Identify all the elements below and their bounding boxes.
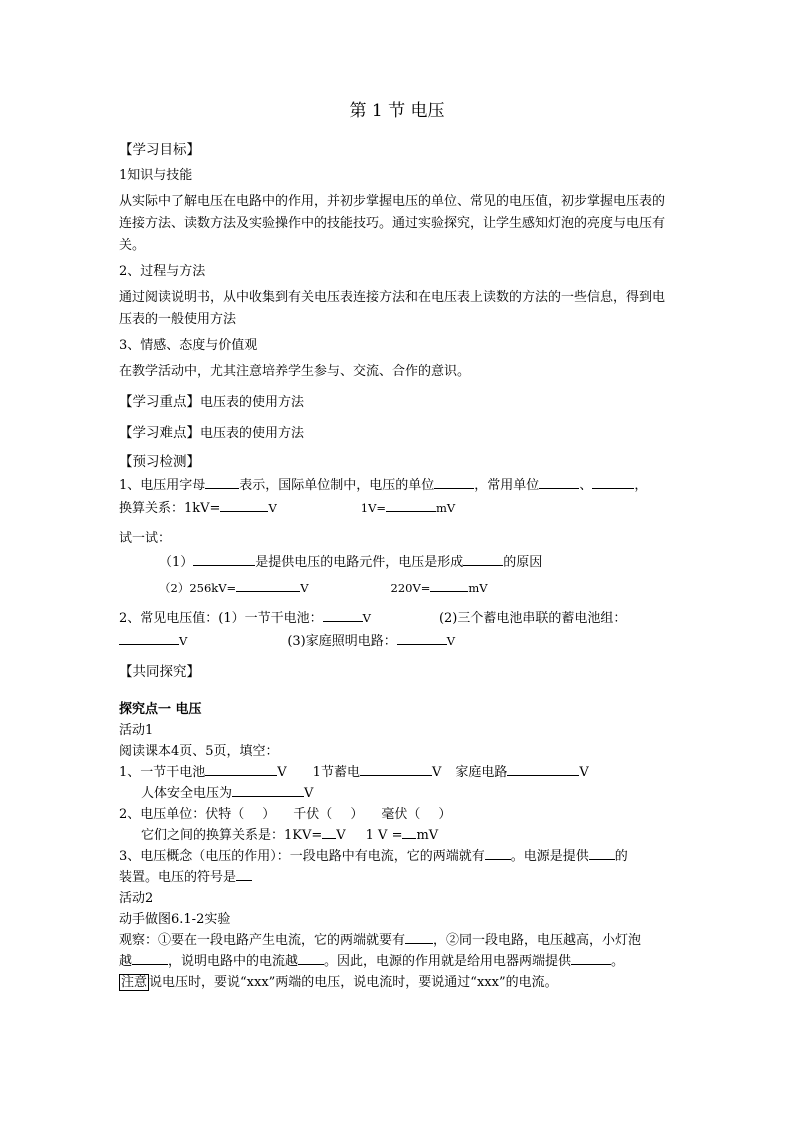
blank[interactable] <box>434 475 474 489</box>
key-point-label: 【学习重点】 <box>119 394 200 410</box>
blank[interactable] <box>405 930 433 944</box>
blank[interactable] <box>232 783 304 797</box>
blank[interactable] <box>236 867 252 881</box>
blank[interactable] <box>193 552 255 566</box>
observation-line2: 越 ，说明电路中的电流越 。因此，电源的作用就是给用电器两端提供 。 <box>119 951 675 972</box>
difficulty-text: 电压表的使用方法 <box>200 426 305 441</box>
blank[interactable] <box>298 951 324 965</box>
note-line <box>119 972 675 993</box>
activity1-line2: 2、电压单位：伏特（ ） 千伏（ ） 毫伏（ ） <box>119 807 452 822</box>
difficulty <box>119 422 675 445</box>
key-point-text: 电压表的使用方法 <box>200 395 305 410</box>
preview-q2-line1: 2、常见电压值：(1）一节干电池： V (2)三个蓄电池串联的蓄电池组： <box>119 607 675 630</box>
page-title: 第 1 节 电压 <box>349 101 445 121</box>
experiment-instruction: 动手做图6.1-2实验 <box>119 912 231 927</box>
activity1-line2b: 它们之间的换算关系是：1KV= V 1 V = mV <box>119 825 675 846</box>
key-point <box>119 391 675 414</box>
blank[interactable] <box>323 608 363 622</box>
explore-point-1: 探究点一 电压 <box>119 702 202 717</box>
activity-1-label: 活动1 <box>119 723 154 738</box>
blank[interactable] <box>592 475 634 489</box>
note-box: 注意 <box>121 975 148 990</box>
preview-heading: 【预习检测】 <box>119 454 200 470</box>
blank[interactable] <box>463 552 503 566</box>
objective-3-text: 在教学活动中，尤其注意培养学生参与、交流、合作的意识。 <box>119 364 471 379</box>
blank[interactable] <box>360 762 432 776</box>
objectives-heading: 【学习目标】 <box>119 142 200 158</box>
note-text: 说电压时，要说“xxx”两端的电压，说电流时，要说通过“xxx”的电流。 <box>149 975 558 990</box>
blank[interactable] <box>322 825 336 839</box>
objective-2-text: 通过阅读说明书，从中收集到有关电压表连接方法和在电压表上读数的方法的一些信息，得到电压表的一般使用方法 <box>119 290 666 327</box>
reading-instruction: 阅读课本4页、5页，填空： <box>119 744 279 759</box>
blank[interactable] <box>539 475 579 489</box>
blank[interactable] <box>402 825 416 839</box>
preview-q1-line1: 1、电压用字母 表示，国际单位制中，电压的单位 ，常用单位 、 ， <box>119 475 675 497</box>
blank[interactable] <box>132 951 168 965</box>
blank[interactable] <box>589 846 615 860</box>
blank[interactable] <box>236 578 300 592</box>
observation-line1: 观察：①要在一段电路产生电流，它的两端就要有 ，②同一段电路，电压越高，小灯泡 <box>119 930 675 951</box>
objective-2-title: 2、过程与方法 <box>119 264 206 279</box>
try-label: 试一试： <box>119 531 172 546</box>
activity1-line3: 3、电压概念（电压的作用）：一段电路中有电流，它的两端就有 。电源是提供 的 <box>119 846 675 867</box>
difficulty-label: 【学习难点】 <box>119 425 200 441</box>
blank[interactable] <box>386 498 436 512</box>
activity1-line1: 1、一节干电池 V 1节蓄电 V 家庭电路 V <box>119 762 675 783</box>
preview-q1-line2: 换算关系：1kV= V 1V= mV <box>119 497 675 520</box>
blank[interactable] <box>507 762 579 776</box>
blank[interactable] <box>485 846 511 860</box>
objective-1-text: 从实际中了解电压在电路中的作用，并初步掌握电压的单位、常见的电压值，初步掌握电压表的连接方法、读数方法及实验操作中的技能技巧。通过实验探究，让学生感知灯泡的亮度与电压有关。 <box>119 194 666 253</box>
blank[interactable] <box>571 951 611 965</box>
document-page <box>119 100 675 993</box>
activity-2-label: 活动2 <box>119 891 154 906</box>
objective-1-title: 1知识与技能 <box>119 168 193 183</box>
blank[interactable] <box>397 631 447 645</box>
explore-heading: 【共同探究】 <box>119 664 200 680</box>
try-item-1: （1） 是提供电压的电路元件，电压是形成 的原因 <box>119 552 675 574</box>
blank[interactable] <box>205 762 277 776</box>
preview-q2-line2: V (3)家庭照明电路： V <box>119 630 675 653</box>
activity1-line3b: 装置。电压的符号是 <box>119 867 675 888</box>
try-item-2: （2）256kV= V 220V= mV <box>119 577 675 599</box>
objective-3-title: 3、情感、态度与价值观 <box>119 338 258 353</box>
activity1-line1b: 人体安全电压为 V <box>119 783 675 804</box>
blank[interactable] <box>205 475 239 489</box>
blank[interactable] <box>119 631 179 645</box>
blank[interactable] <box>220 498 268 512</box>
blank[interactable] <box>430 578 468 592</box>
